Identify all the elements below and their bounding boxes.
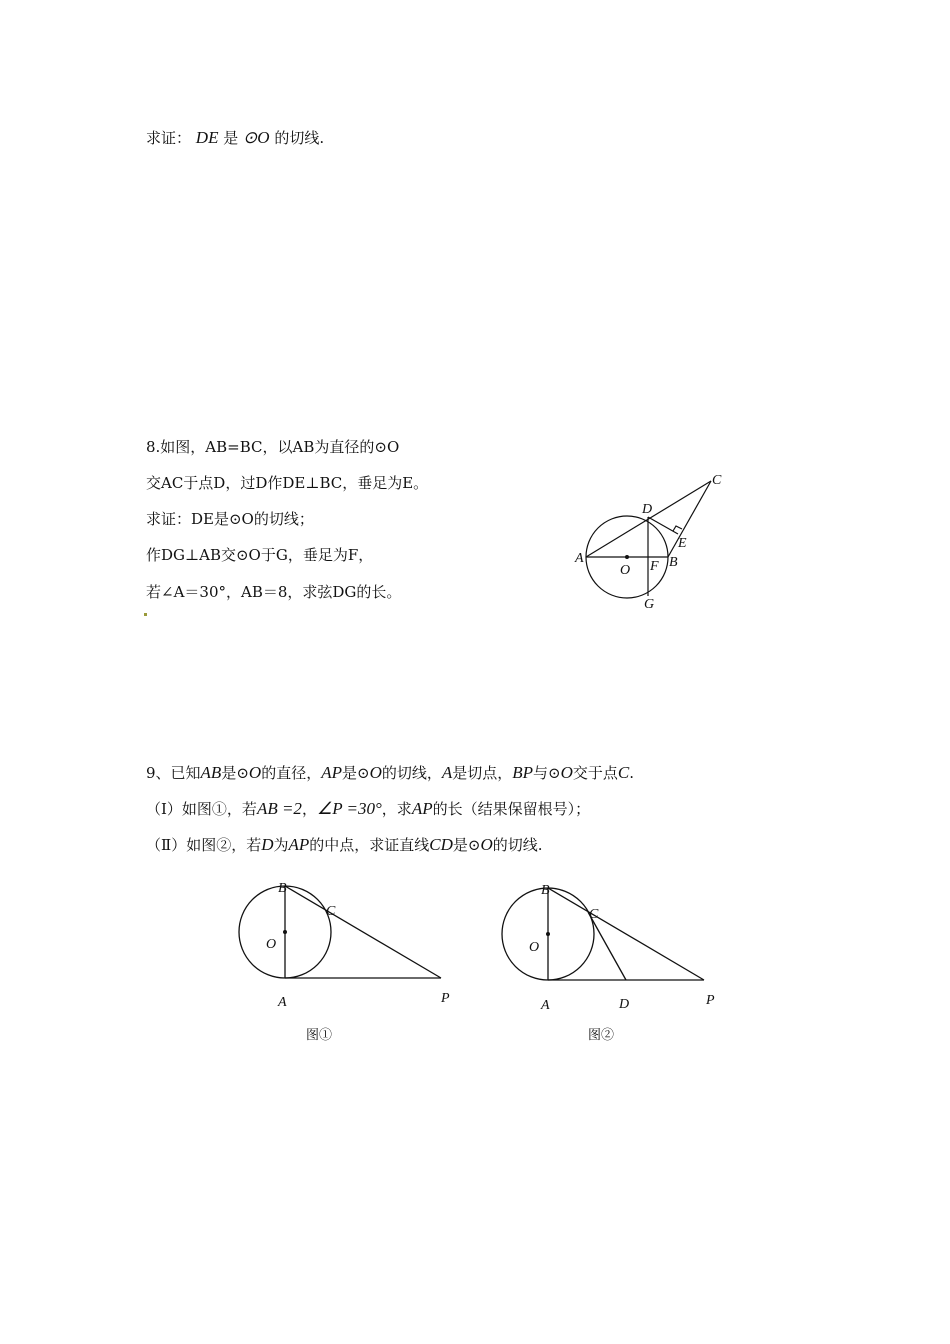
p9-part1-ap: AP [411, 799, 433, 818]
p9-part1-text-3: 的长（结果保留根号）； [432, 800, 591, 818]
p8-label-f: F [650, 559, 659, 574]
fig1-label-c: C [326, 904, 336, 919]
p8-line4: 作DG⊥AB交⊙O于G，垂足为F， [146, 546, 374, 564]
p9-part2-text-1: （Ⅱ）如图②，若 [146, 836, 262, 854]
fig1-label-o: O [266, 937, 277, 952]
p8-line2: 交AC于点D，过D作DE⊥BC，垂足为E。 [146, 474, 429, 492]
prev-de: DE [195, 128, 219, 147]
p8-line3: 求证：DE是⊙O的切线； [146, 510, 314, 528]
prev-circle: ⊙O [243, 128, 270, 147]
fig1-caption: 图① [306, 1028, 333, 1043]
p8-label-e: E [678, 536, 687, 551]
p9-intro-text-5: 的切线， [381, 764, 442, 782]
p9-intro-bp: BP [512, 763, 534, 782]
p8-label-a: A [575, 551, 584, 566]
p9-intro-text-1: 9、已知 [146, 764, 201, 782]
prev-suffix: 的切线. [274, 129, 325, 147]
fig2-label-a: A [541, 998, 550, 1013]
p9-part2-o: O [480, 835, 493, 854]
p9-intro-a: A [441, 763, 453, 782]
p9-intro-text-9: . [629, 764, 635, 782]
p9-part1-text-1: （Ⅰ）如图①，若 [146, 800, 257, 818]
p9-intro-o2: O [369, 763, 382, 782]
p9-part2-d: D [261, 835, 274, 854]
fig2-label-c: C [589, 907, 599, 922]
prev-is: 是 [223, 129, 239, 147]
fig1-label-a: A [278, 995, 287, 1010]
p9-part1-text-2: ，求 [381, 800, 412, 818]
p8-line5: 若∠A＝30°，AB＝8，求弦DG的长。 [146, 583, 402, 601]
p9-part2-ap: AP [288, 835, 310, 854]
p9-part2-text-2: 为 [273, 836, 289, 854]
p8-label-b: B [669, 555, 678, 570]
fig2-center-dot [546, 932, 550, 936]
fig2-label-p: P [706, 993, 715, 1008]
p9-part2-cd: CD [429, 835, 453, 854]
p8-label-d: D [642, 502, 653, 517]
p9-intro-c: C [617, 763, 630, 782]
p9-part2-text-4: 是⊙ [452, 836, 481, 854]
p8-line1: 8.如图，AB=BC，以AB为直径的⊙O [146, 438, 400, 456]
fig1-label-b: B [278, 881, 287, 896]
p9-part1-angle: ∠P =30° [316, 799, 382, 818]
p8-label-g: G [644, 597, 655, 612]
p9-part1-ab-eq: AB =2 [256, 799, 302, 818]
p9-intro-o3: O [560, 763, 573, 782]
fig1-label-p: P [441, 991, 450, 1006]
p9-part1-comma: ， [301, 800, 317, 818]
p9-intro-o1: O [248, 763, 262, 782]
p9-intro-text-4: 是⊙ [341, 764, 370, 782]
p8-label-o: O [620, 563, 631, 578]
fig2-line-bp [548, 888, 704, 980]
p8-label-c: C [712, 473, 722, 488]
fig2-label-o: O [529, 940, 540, 955]
fig2-caption: 图② [588, 1028, 615, 1043]
p9-part2-text-3: 的中点，求证直线 [309, 836, 430, 854]
fig2-label-b: B [541, 883, 550, 898]
p9-intro-ab: AB [200, 763, 222, 782]
p9-intro-text-7: 与⊙ [533, 764, 561, 782]
prev-prefix: 求证： [146, 129, 192, 147]
p9-intro-text-2: 是⊙ [221, 764, 249, 782]
p9-part2-text-5: 的切线. [492, 836, 543, 854]
p9-intro-text-3: 的直径， [261, 764, 322, 782]
p9-intro-ap: AP [321, 763, 342, 782]
fig2-label-d: D [619, 997, 630, 1012]
p9-intro-text-6: 是切点， [452, 764, 513, 782]
p9-intro-text-8: 交于点 [572, 764, 618, 782]
